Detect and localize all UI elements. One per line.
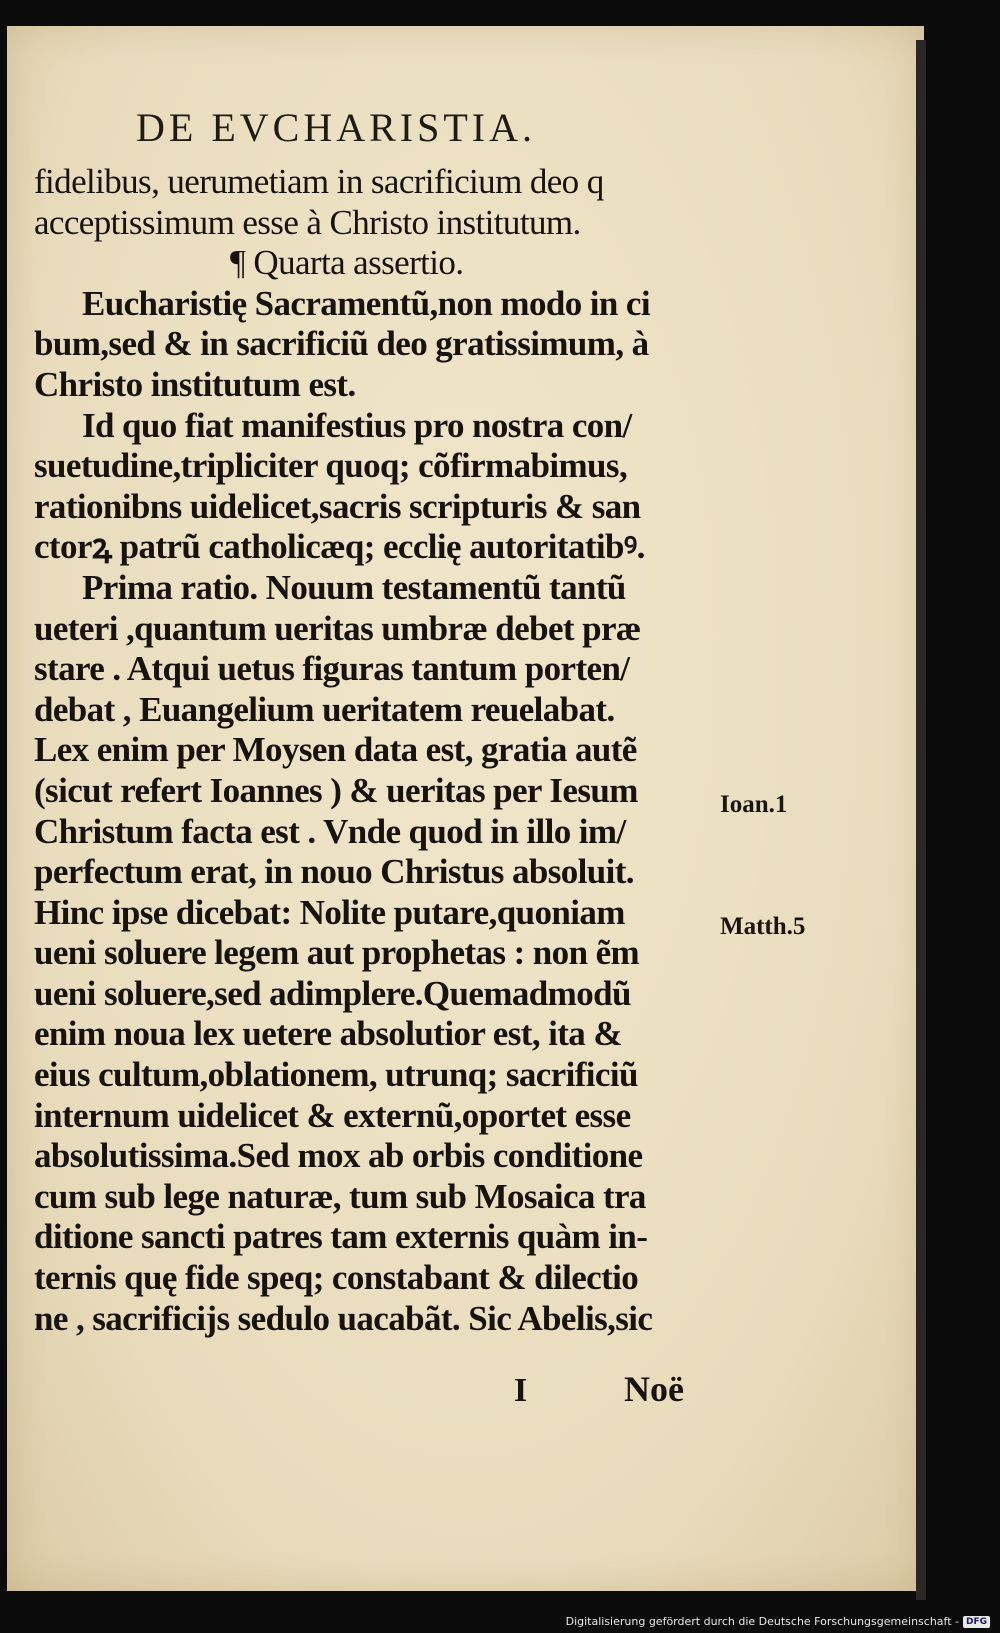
text-line: stare . Atqui uetus figuras tantum porten/ (34, 649, 630, 689)
text-line: ueni soluere legem aut prophetas : non ẽm (34, 933, 640, 973)
signature-mark: I (514, 1372, 528, 1409)
text-line: cum sub lege naturæ, tum sub Mosaica tra (34, 1176, 646, 1216)
text-line: Christum facta est . Vnde quod in illo im/ (34, 811, 626, 851)
text-line: internum uidelicet & externũ,oportet esse (34, 1095, 631, 1135)
text-line: Prima ratio. Nouum testamentũ tantũ (82, 567, 626, 607)
text-line: suetudine,tripliciter quoq; cõfirmabimus, (34, 446, 628, 486)
page-edge (916, 40, 926, 1600)
text-line: absolutissima.Sed mox ab orbis conditione (34, 1136, 643, 1176)
text-line: ctorꝝ patrũ catholicæq; ecclię autoritatibꝰ. (34, 527, 645, 567)
text-line: perfectum erat, in nouo Christus absoluit. (34, 852, 634, 892)
text-line: enim noua lex uetere absolutior est, ita & (34, 1014, 622, 1054)
dfg-logo: DFG (963, 1616, 990, 1628)
body-text (34, 162, 734, 1339)
text-line: acceptissimum esse à Christo institutum. (34, 202, 581, 242)
marginal-note-ioan: Ioan.1 (720, 791, 788, 818)
text-line: rationibns uidelicet,sacris scripturis & san (34, 486, 641, 526)
text-line: Lex enim per Moysen data est, gratia autẽ (34, 730, 637, 770)
running-head: DE EVCHARISTIA. (136, 105, 536, 150)
footer-credit: Digitalisierung gefördert durch die Deutsche Forschungsgemeinschaft - (565, 1615, 959, 1628)
text-line: Id quo fiat manifestius pro nostra con/ (82, 405, 632, 445)
text-line: bum,sed & in sacrificiũ deo gratissimum, à (34, 324, 649, 364)
text-line: fidelibus, uerumetiam in sacrificium deo q (34, 162, 604, 201)
footer (566, 1615, 990, 1628)
text-line: Christo institutum est. (34, 364, 356, 404)
marginal-note-matth: Matth.5 (720, 913, 806, 940)
text-line: Eucharistię Sacramentũ,non modo in ci (82, 283, 650, 323)
text-line: ueteri ,quantum ueritas umbræ debet præ (34, 608, 641, 648)
catchword: Noë (624, 1369, 684, 1409)
text-line: ueni soluere,sed adimplere.Quemadmodũ (34, 973, 631, 1013)
text-line: debat , Euangelium ueritatem reuelabat. (34, 689, 615, 729)
section-heading: ¶ Quarta assertio. (230, 243, 464, 283)
text-line: ditione sancti patres tam externis quàm in- (34, 1217, 648, 1257)
text-line: ne , sacrificijs sedulo uacabãt. Sic Abelis,sic (34, 1298, 653, 1338)
text-line: eius cultum,oblationem, utrunq; sacrificiũ (34, 1055, 638, 1095)
text-line: Hinc ipse dicebat: Nolite putare,quoniam (34, 892, 625, 932)
text-line: ternis quę fide speq; constabant & dilectio (34, 1258, 639, 1298)
text-line: (sicut refert Ioannes ) & ueritas per Iesum (34, 770, 638, 810)
